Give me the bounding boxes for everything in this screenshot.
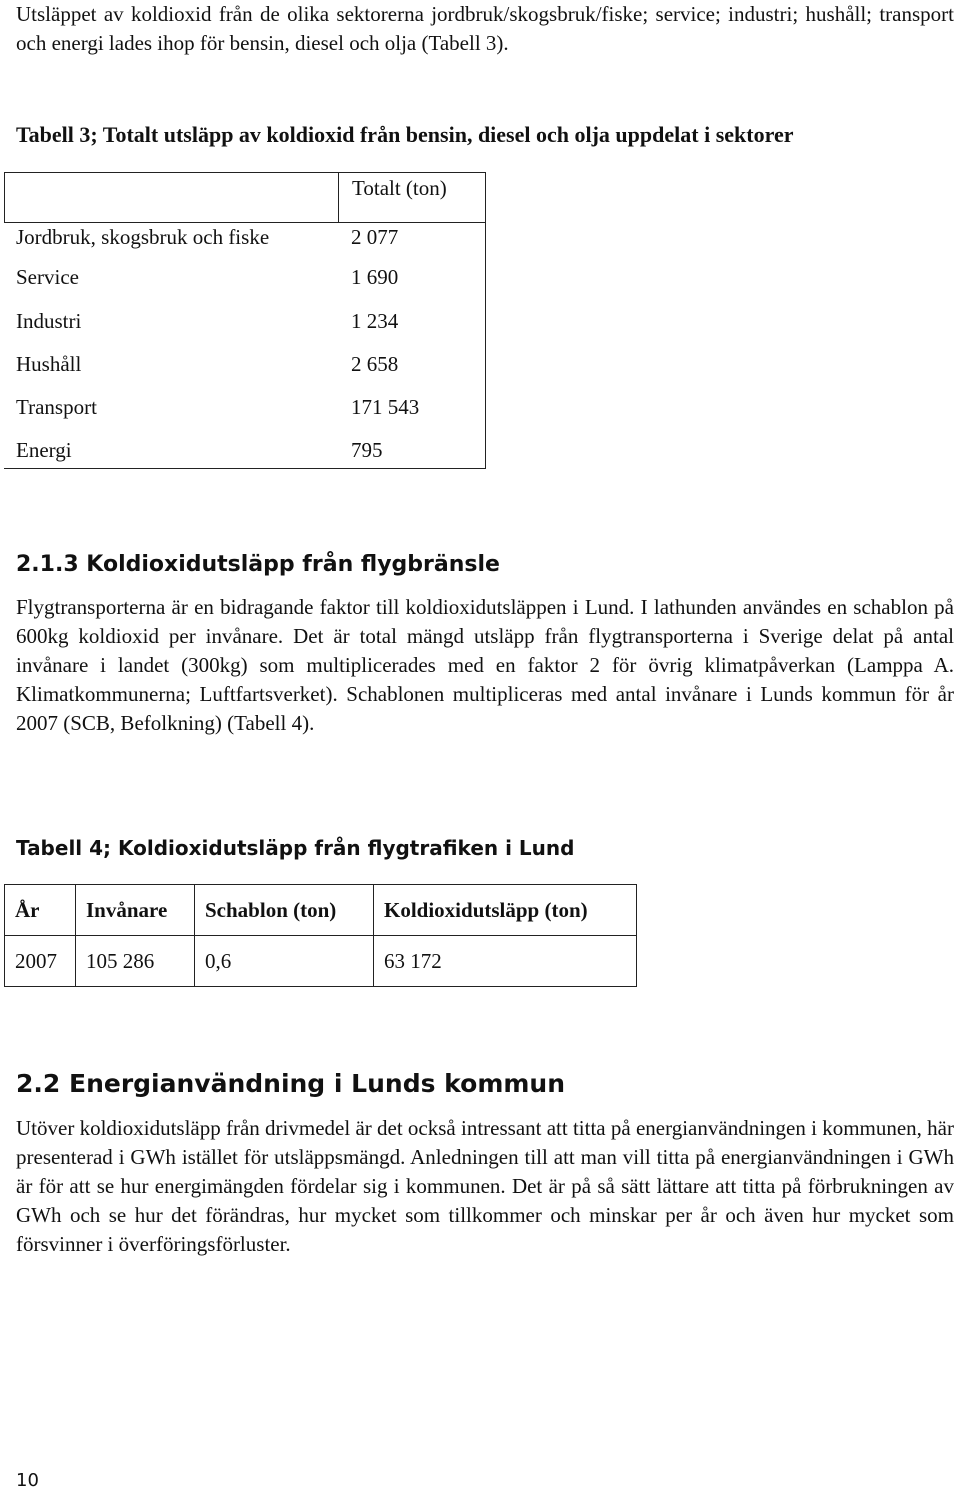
table-row — [16, 265, 486, 295]
header-cell-population: Invånare — [76, 885, 195, 936]
cell-year: 2007 — [5, 936, 76, 987]
table3-header-divider — [4, 222, 486, 223]
row-value: 1 690 — [351, 265, 399, 289]
row-value: 795 — [351, 438, 383, 462]
table-row — [16, 309, 486, 339]
cell-emissions: 63 172 — [374, 936, 637, 987]
header-cell-factor: Schablon (ton) — [195, 885, 374, 936]
row-label: Industri — [16, 309, 82, 333]
section-heading-2-1-3: 2.1.3 Koldioxidutsläpp från flygbränsle — [16, 552, 500, 577]
table-header-row — [5, 885, 637, 936]
table-row — [5, 936, 637, 987]
table-row — [16, 438, 486, 468]
section-2-1-3-paragraph: Flygtransporterna är en bidragande faktor till koldioxidutsläppen i Lund. I lathunden användes en schablon på 600kg koldioxid per invånare. Det är total mängd utsläpp från flygtransporterna i Sverige delat på antal invånare i landet (300kg) som multiplicerades med en faktor 2 för övrig klimatpåverkan (Lamppa A. Klimatkommunerna; Luftfartsverket). Schablonen multipliceras med antal invånare i Lunds kommun för år 2007 (SCB, Befolkning) (Tabell 4). — [16, 595, 954, 735]
row-label: Jordbruk, skogsbruk och fiske — [16, 225, 270, 249]
table3 — [4, 172, 486, 468]
table-row — [16, 352, 486, 382]
row-label: Energi — [16, 438, 72, 462]
row-value: 2 077 — [351, 225, 399, 249]
row-label: Service — [16, 265, 79, 289]
section-heading-2-2: 2.2 Energianvändning i Lunds kommun — [16, 1069, 566, 1098]
row-value: 2 658 — [351, 352, 399, 376]
intro-paragraph: Utsläppet av koldioxid från de olika sektorerna jordbruk/skogsbruk/fiske; service; industri; hushåll; transport och energi lades ihop för bensin, diesel och olja (Tabell 3). — [16, 2, 954, 55]
row-value: 171 543 — [351, 395, 420, 419]
page-number: 10 — [16, 1470, 39, 1491]
table-row — [16, 225, 486, 255]
table3-column-divider — [338, 172, 339, 222]
table4-caption: Tabell 4; Koldioxidutsläpp från flygtrafiken i Lund — [16, 836, 575, 860]
table3-column-header: Totalt (ton) — [352, 176, 447, 200]
table-row — [16, 395, 486, 425]
table3-caption: Tabell 3; Totalt utsläpp av koldioxid från bensin, diesel och olja uppdelat i sektorer — [16, 122, 794, 147]
cell-population: 105 286 — [76, 936, 195, 987]
header-cell-emissions: Koldioxidutsläpp (ton) — [374, 885, 637, 936]
header-cell-year: År — [5, 885, 76, 936]
section-2-2-paragraph: Utöver koldioxidutsläpp från drivmedel är det också intressant att titta på energianvändningen i kommunen, här presenterad i GWh istället för utsläppsmängd. Anledningen till att man vill titta på energianvändningen i GWh är för att se hur energimängden fördelar sig i kommunen. Det är på så sätt lättare att titta på förbrukningen av GWh och se hur det förändras, hur mycket som tillkommer och minskar per år och även hur mycket som försvinner i överföringsförluster. — [16, 1116, 954, 1256]
row-value: 1 234 — [351, 309, 399, 333]
cell-factor: 0,6 — [195, 936, 374, 987]
row-label: Transport — [16, 395, 97, 419]
row-label: Hushåll — [16, 352, 82, 376]
table4 — [4, 884, 637, 987]
